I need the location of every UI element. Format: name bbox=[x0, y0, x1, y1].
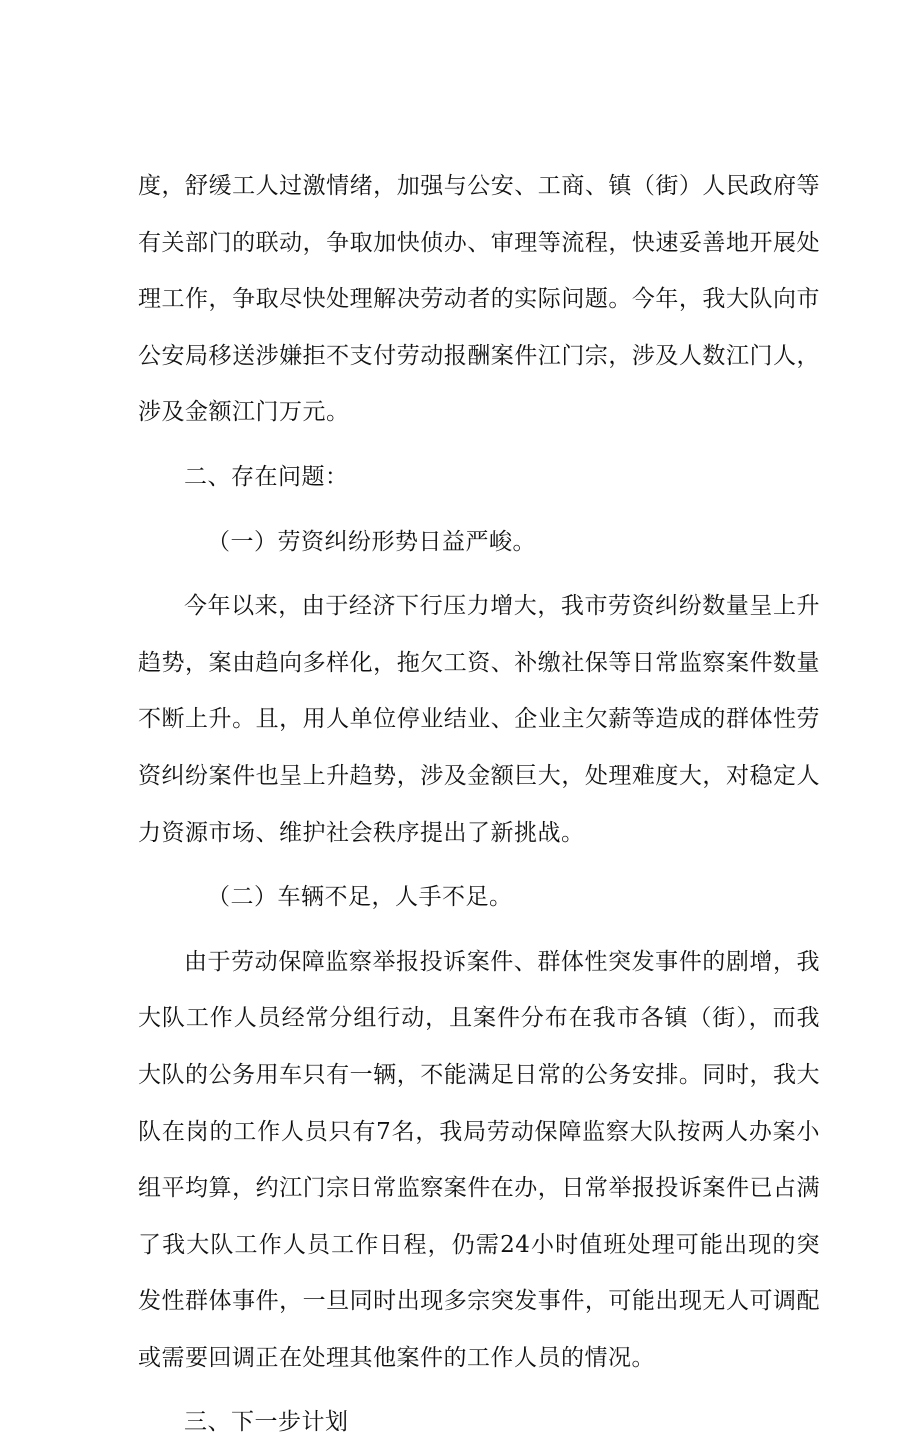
subheading-vehicles-staff: （二）车辆不足，人手不足。 bbox=[207, 884, 513, 911]
paragraph-labor-disputes: 今年以来，由于经济下行压力增大，我市劳资纠纷数量呈上升趋势，案由趋向多样化，拖欠工资、补缴社保等日常监察案件数量不断上升。且，用人单位停业结业、企业主欠薪等造成的群体性劳资纠纷案件也呈上升趋势，涉及金额巨大，处理难度大，对稳定人力资源市场、维护社会秩序提出了新挑战。 bbox=[138, 593, 820, 846]
document-body bbox=[138, 158, 820, 1451]
section-heading-problems: 二、存在问题： bbox=[184, 463, 349, 490]
section-heading-next-steps: 三、下一步计划 bbox=[184, 1409, 349, 1436]
subheading-labor-disputes: （一）劳资纠纷形势日益严峻。 bbox=[207, 528, 536, 555]
paragraph-continuation: 度，舒缓工人过激情绪，加强与公安、工商、镇（街）人民政府等有关部门的联动，争取加快侦办、审理等流程，快速妥善地开展处理工作，争取尽快处理解决劳动者的实际问题。今年，我大队向市公安局移送涉嫌拒不支付劳动报酬案件江门宗，涉及人数江门人，涉及金额江门万元。 bbox=[138, 173, 820, 426]
paragraph-vehicles-staff: 由于劳动保障监察举报投诉案件、群体性突发事件的剧增，我大队工作人员经常分组行动，且案件分布在我市各镇（街），而我大队的公务用车只有一辆，不能满足日常的公务安排。同时，我大队在岗的工作人员只有7名，我局劳动保障监察大队按两人办案小组平均算，约江门宗日常监察案件在办，日常举报投诉案件已占满了我大队工作人员工作日程，仍需24小时值班处理可能出现的突发性群体事件，一旦同时出现多宗突发事件，可能出现无人可调配或需要回调正在处理其他案件的工作人员的情况。 bbox=[138, 948, 820, 1371]
